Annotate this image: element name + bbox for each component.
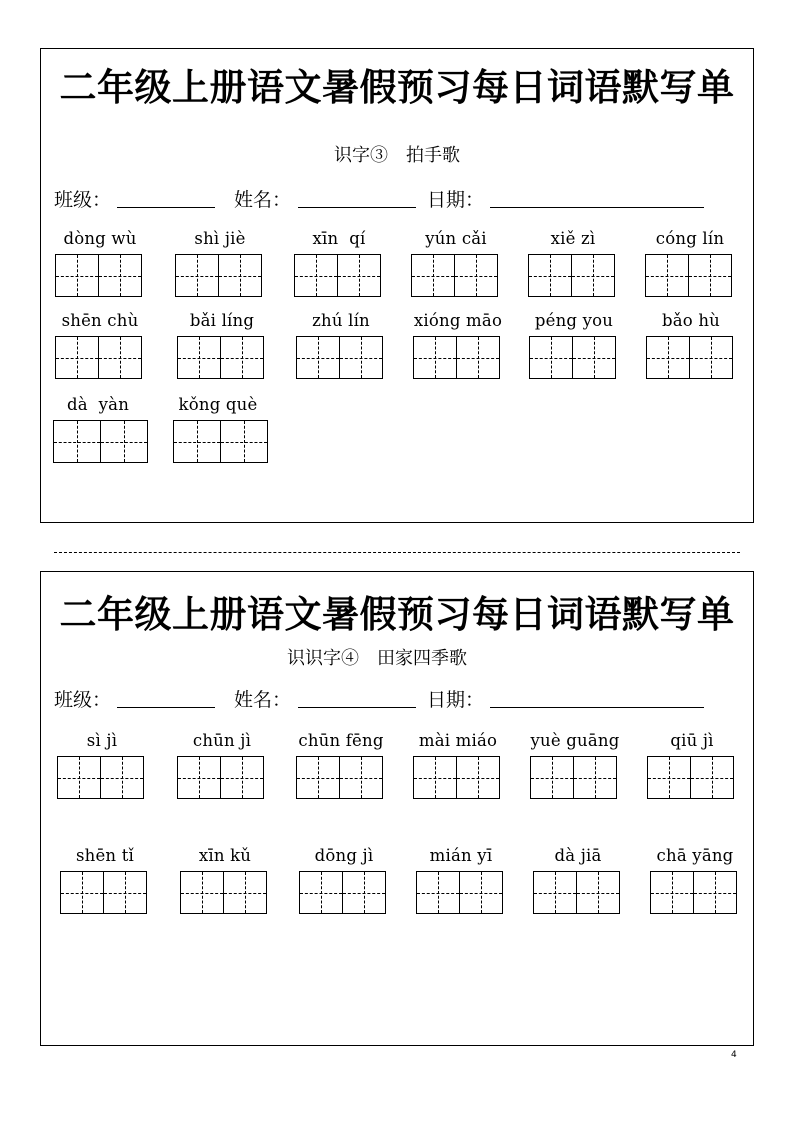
writing-grid-cell[interactable] [100,420,148,463]
name-blank[interactable] [298,707,416,708]
word-item [296,311,386,381]
word-item [60,846,150,916]
writing-grid-cell[interactable] [57,756,101,799]
writing-grid-cell[interactable] [173,420,221,463]
writing-grid-cell[interactable] [411,254,455,297]
pinyin-label: xiě zì [550,229,596,248]
word-item [53,395,143,465]
word-item [416,846,506,916]
writing-grid-cell[interactable] [175,254,219,297]
student-info-row [54,685,753,711]
pinyin-label: dà jiā [554,846,602,865]
writing-grid-cell[interactable] [223,871,267,914]
word-item [645,229,735,299]
writing-grid-cell[interactable] [296,756,340,799]
pinyin-label: shēn chù [61,311,139,330]
dictation-sheet-1 [40,48,754,523]
writing-grid-cell[interactable] [572,336,616,379]
cut-line-divider [54,552,740,553]
pinyin-label: sì jì [86,731,118,750]
word-item [173,395,263,465]
pinyin-label: chā yāng [656,846,734,865]
writing-grid-cell[interactable] [60,871,104,914]
class-label: 班级： [54,189,112,211]
date-blank[interactable] [490,707,704,708]
writing-grid-cell[interactable] [416,871,460,914]
name-label: 姓名： [234,689,292,711]
pinyin-label: mài miáo [418,731,498,750]
lesson-subtitle: 识识字④ 田家四季歌 [287,648,467,669]
word-item [647,731,737,801]
writing-grid-cell[interactable] [529,336,573,379]
date-blank[interactable] [490,207,704,208]
word-item [529,311,619,381]
pinyin-label: dòng wù [63,229,137,248]
writing-grid-cell[interactable] [100,756,144,799]
word-item [413,311,503,381]
pinyin-label: bǎi líng [189,311,255,330]
writing-grid-cell[interactable] [689,336,733,379]
page-number: 4 [731,1050,737,1060]
pinyin-label: xīn kǔ [198,846,252,865]
word-item [177,731,267,801]
date-label: 日期： [427,189,485,211]
word-item [530,731,620,801]
pinyin-label: chūn fēng [298,731,384,750]
writing-grid-cell[interactable] [299,871,343,914]
word-item [411,229,501,299]
word-item [650,846,740,916]
word-item [413,731,503,801]
writing-grid-cell[interactable] [218,254,262,297]
sheet-title: 二年级上册语文暑假预习每日词语默写单 [59,592,735,636]
dictation-sheet-2 [40,571,754,1046]
pinyin-label: péng you [534,311,614,330]
writing-grid-cell[interactable] [339,336,383,379]
writing-grid-cell[interactable] [180,871,224,914]
pinyin-label: kǒng què [178,395,258,414]
writing-grid-cell[interactable] [220,336,264,379]
word-item [177,311,267,381]
writing-grid-cell[interactable] [98,254,142,297]
pinyin-label: yún cǎi [425,229,487,248]
pinyin-label: shì jiè [194,229,246,248]
class-label: 班级： [54,689,112,711]
date-label: 日期： [427,689,485,711]
writing-grid-cell[interactable] [53,420,101,463]
writing-grid-cell[interactable] [339,756,383,799]
class-blank[interactable] [117,207,215,208]
pinyin-label: dà yàn [66,395,130,414]
word-item [175,229,265,299]
writing-grid-cell[interactable] [533,871,577,914]
writing-grid-cell[interactable] [413,756,457,799]
writing-grid-cell[interactable] [337,254,381,297]
writing-grid-cell[interactable] [650,871,694,914]
writing-grid-cell[interactable] [456,756,500,799]
writing-grid-cell[interactable] [454,254,498,297]
pinyin-label: mián yī [429,846,493,865]
writing-grid-cell[interactable] [645,254,689,297]
word-item [294,229,384,299]
pinyin-label: qiū jì [670,731,714,750]
sheet-title: 二年级上册语文暑假预习每日词语默写单 [59,65,735,109]
pinyin-label: dōng jì [314,846,374,865]
word-item [533,846,623,916]
word-item [296,731,386,801]
writing-grid-cell[interactable] [528,254,572,297]
writing-grid-cell[interactable] [55,336,99,379]
writing-grid-cell[interactable] [459,871,503,914]
name-label: 姓名： [234,189,292,211]
pinyin-label: bǎo hù [661,311,721,330]
pinyin-label: zhú lín [312,311,370,330]
class-blank[interactable] [117,707,215,708]
word-item [180,846,270,916]
writing-grid-cell[interactable] [177,336,221,379]
writing-grid-cell[interactable] [177,756,221,799]
pinyin-label: xióng māo [413,311,503,330]
pinyin-label: xīn qí [312,229,366,248]
writing-grid-cell[interactable] [98,336,142,379]
writing-grid-cell[interactable] [413,336,457,379]
writing-grid-cell[interactable] [647,756,691,799]
student-info-row [54,185,753,211]
word-item [299,846,389,916]
pinyin-label: shēn tǐ [75,846,135,865]
writing-grid-cell[interactable] [690,756,734,799]
name-blank[interactable] [298,207,416,208]
writing-grid-cell[interactable] [530,756,574,799]
word-item [528,229,618,299]
writing-grid-cell[interactable] [571,254,615,297]
writing-grid-cell[interactable] [456,336,500,379]
writing-grid-cell[interactable] [693,871,737,914]
word-item [55,229,145,299]
writing-grid-cell[interactable] [576,871,620,914]
writing-grid-cell[interactable] [220,756,264,799]
pinyin-label: cóng lín [655,229,725,248]
writing-grid-cell[interactable] [220,420,268,463]
word-item [57,731,147,801]
writing-grid-cell[interactable] [103,871,147,914]
writing-grid-cell[interactable] [55,254,99,297]
pinyin-label: yuè guāng [530,731,620,750]
writing-grid-cell[interactable] [294,254,338,297]
pinyin-label: chūn jì [192,731,252,750]
writing-grid-cell[interactable] [296,336,340,379]
word-item [55,311,145,381]
writing-grid-cell[interactable] [646,336,690,379]
word-item [646,311,736,381]
writing-grid-cell[interactable] [573,756,617,799]
writing-grid-cell[interactable] [688,254,732,297]
writing-grid-cell[interactable] [342,871,386,914]
lesson-subtitle: 识字③ 拍手歌 [334,145,460,166]
